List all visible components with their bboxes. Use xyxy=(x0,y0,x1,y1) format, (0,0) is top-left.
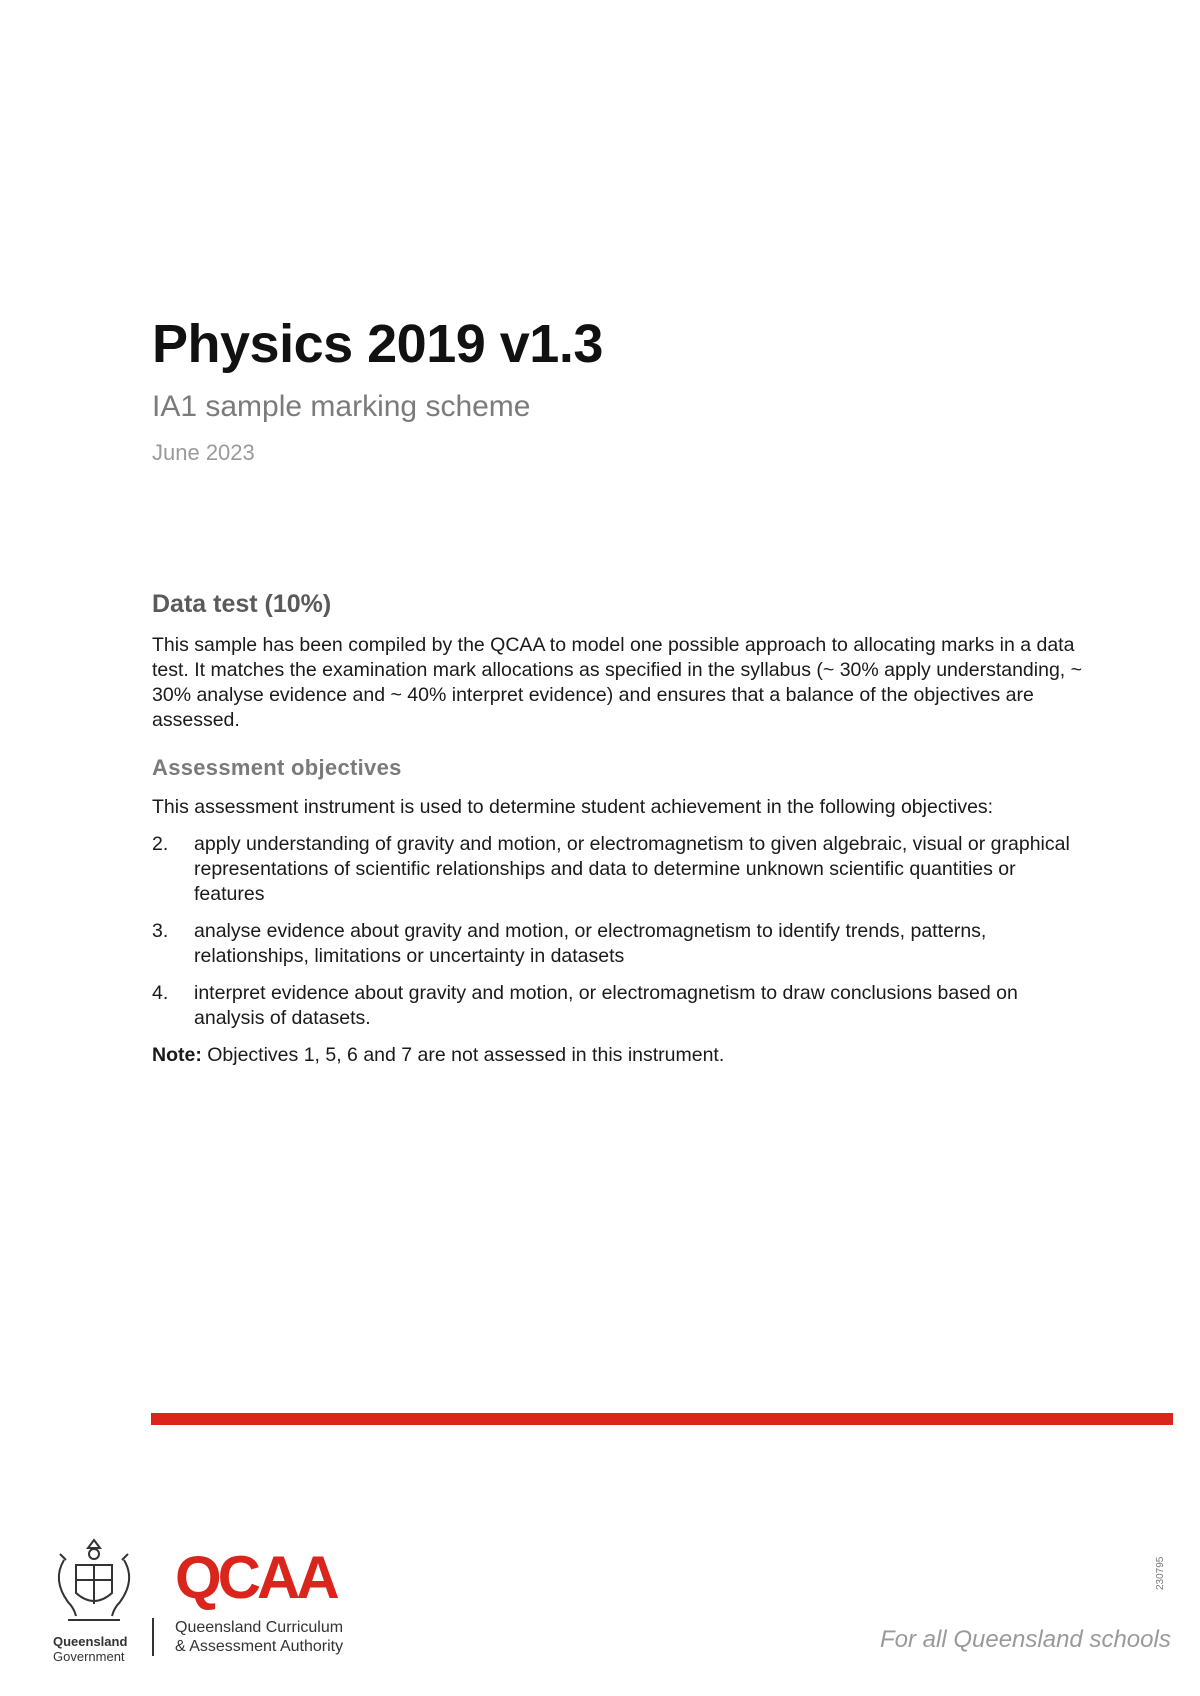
qcaa-name xyxy=(175,1618,343,1656)
objective-number: 4. xyxy=(152,982,169,1004)
logo-divider xyxy=(152,1618,154,1656)
document-title: Physics 2019 v1.3 xyxy=(152,314,603,374)
objective-item xyxy=(152,981,1082,1031)
objective-text: analyse evidence about gravity and motion, or electromagnetism to identify trends, patterns, relationships, limitations or uncertainty in datasets xyxy=(194,920,987,967)
red-divider-bar xyxy=(151,1413,1173,1425)
document-code: 230795 xyxy=(1155,1556,1166,1590)
qcaa-line-2: & Assessment Authority xyxy=(175,1638,344,1655)
document-subtitle: IA1 sample marking scheme xyxy=(152,390,531,423)
objective-text: interpret evidence about gravity and motion, or electromagnetism to draw conclusions based on analysis of datasets. xyxy=(194,982,1018,1029)
objective-number: 3. xyxy=(152,920,169,942)
objective-item xyxy=(152,919,1082,969)
document-date: June 2023 xyxy=(152,440,255,465)
tagline: For all Queensland schools xyxy=(880,1626,1171,1653)
qg-line-1: Queensland xyxy=(53,1634,128,1649)
section-heading: Data test (10%) xyxy=(152,590,332,618)
objectives-list xyxy=(152,832,1082,1031)
qcaa-logo: QCAA xyxy=(175,1544,336,1611)
note-label: Note: xyxy=(152,1044,202,1066)
note-text: Objectives 1, 5, 6 and 7 are not assessed in this instrument. xyxy=(201,1044,725,1066)
objectives-intro: This assessment instrument is used to determine student achievement in the following objectives: xyxy=(152,796,994,818)
qcaa-line-1: Queensland Curriculum xyxy=(175,1619,344,1636)
assessment-objectives-heading: Assessment objectives xyxy=(152,755,402,780)
note xyxy=(152,1043,1082,1068)
objective-text: apply understanding of gravity and motion, or electromagnetism to given algebraic, visual or graphical representations of scientific relationships and data to determine unknown scientific quantities or features xyxy=(194,833,1070,905)
objective-item xyxy=(152,832,1082,907)
queensland-government-text xyxy=(53,1634,143,1664)
qg-line-2: Government xyxy=(53,1649,125,1664)
queensland-crest-icon xyxy=(44,1530,144,1630)
main-content xyxy=(152,590,1082,1068)
objective-number: 2. xyxy=(152,833,169,855)
intro-paragraph: This sample has been compiled by the QCAA to model one possible approach to allocating marks in a data test. It matches the examination mark allocations as specified in the syllabus (~ 30% apply understanding, ~ 30% analyse evidence and ~ 40% interpret evidence) and ensures that a balance of the objectives are assessed. xyxy=(152,634,1083,731)
